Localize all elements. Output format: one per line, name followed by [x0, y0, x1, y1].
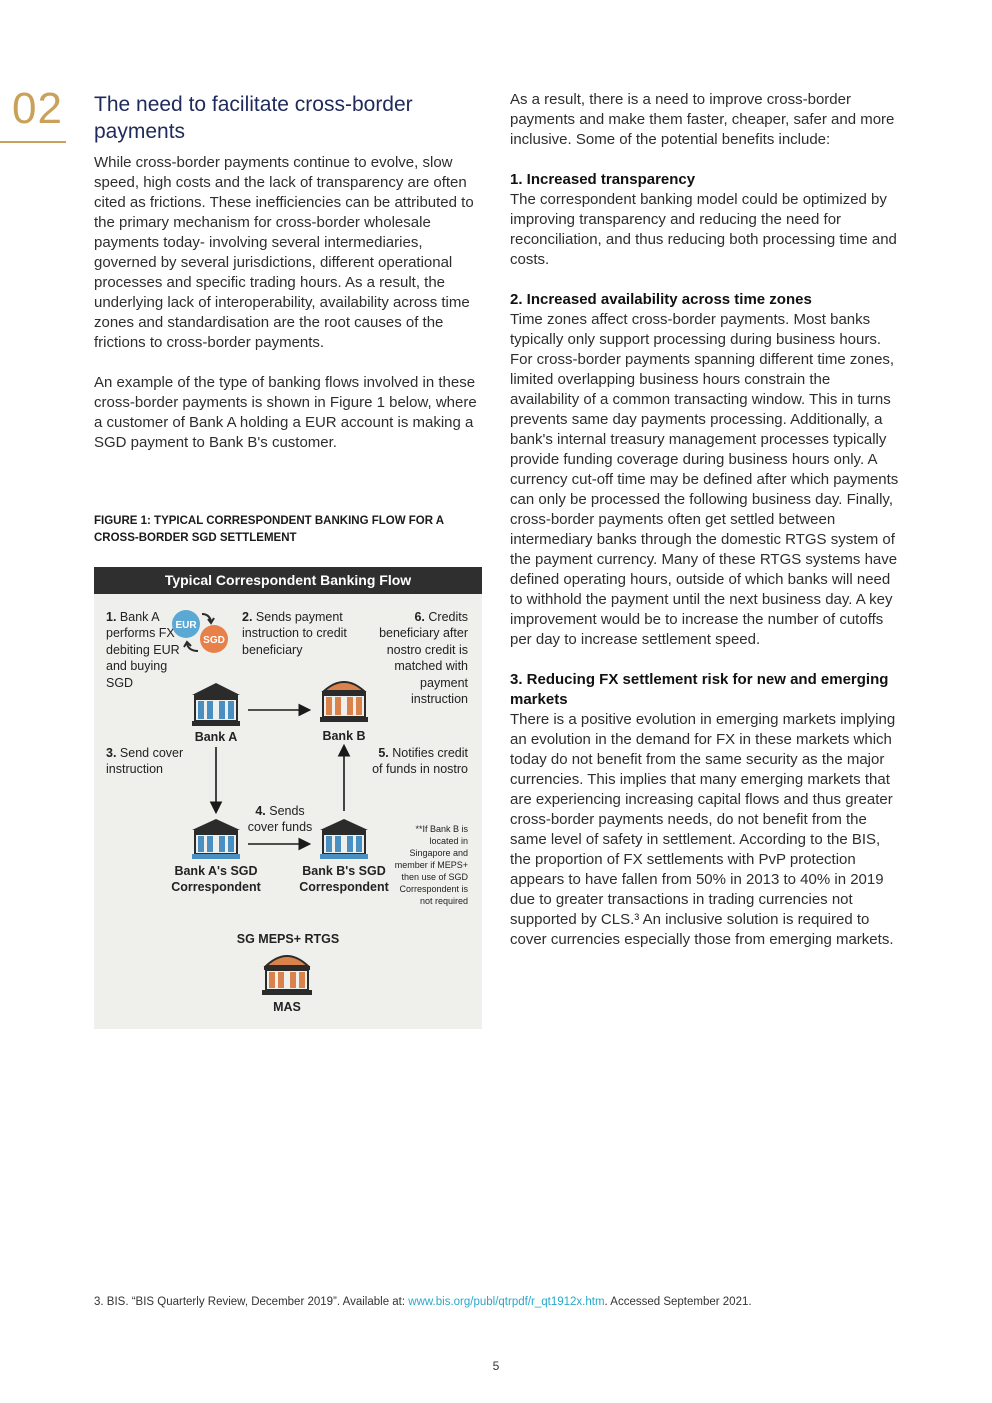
step-4-text: Sends cover funds [247, 804, 313, 835]
benefit-body: Time zones affect cross-border payments. Most banks typically only support processing during business hours. For cross-border payments spanning different time zones, limited overlapping business hours constrain the availability of a common transacting window. This in turns prevents same day payments processing. Additionally, a bank's internal treasury management processes typically provide funding coverage during business hours only. A currency cut-off time may be defined after which payments can only be processed the following business day. Finally, cross-border payments often get settled between intermediary banks through the domestic RTGS system of the payment currency. Many of these RTGS systems have defined operating hours, outside of which banks will need to withhold the payment until the next business day. A key improvement would be to increase the number of cutoffs per day to increase settlement speed. [510, 311, 899, 648]
step-2-text: Sends payment instruction to credit beneficiary [242, 610, 347, 657]
benefit-heading: 3. Reducing FX settlement risk for new and emerging markets [510, 671, 889, 708]
mas-building-icon [260, 949, 314, 997]
step-4-label [240, 803, 320, 836]
footnote-link[interactable]: www.bis.org/publ/qtrpdf/r_qt1912x.htm [408, 1296, 605, 1308]
mas-label: MAS [273, 1000, 301, 1014]
eur-label: EUR [175, 620, 197, 631]
rtgs-label: SG MEPS+ RTGS [236, 932, 340, 946]
page-number: 5 [492, 1359, 500, 1373]
step-1-number: 1. [106, 610, 117, 624]
footnote-text: 3. BIS. “BIS Quarterly Review, December 2019”. Available at: [94, 1296, 409, 1308]
correspondent-a-building-icon [190, 817, 242, 861]
correspondent-b-building-icon [318, 817, 370, 861]
paragraph: An example of the type of banking flows involved in these cross-border payments is shown in Figure 1 below, where a customer of Bank A holding a EUR account is making a SGD payment to Bank B's customer. [94, 374, 477, 451]
step-3-label [106, 745, 206, 778]
step-5-text: Notifies credit of funds in nostro [372, 746, 468, 777]
figure-correspondent-banking-flow [94, 567, 482, 1029]
step-6-number: 6. [414, 610, 425, 624]
step-5-number: 5. [378, 746, 389, 760]
step-5-label [368, 745, 468, 778]
section-rule [0, 141, 66, 143]
step-6-text: Credits beneficiary after nostro credit is matched with payment instruction [379, 610, 468, 707]
correspondent-b-label: Bank B's SGD Correspondent [299, 864, 389, 895]
figure-caption: FIGURE 1: TYPICAL CORRESPONDENT BANKING FLOW FOR A CROSS-BORDER SGD SETTLEMENT [94, 515, 444, 544]
step-3-text: Send cover instruction [106, 746, 184, 777]
bank-b-label: Bank B [322, 729, 366, 743]
benefit-heading: 2. Increased availability across time zones [510, 291, 812, 308]
sgd-label: SGD [203, 635, 225, 646]
left-column [94, 153, 478, 473]
step-2-number: 2. [242, 610, 253, 624]
right-column [510, 90, 902, 970]
footnote [94, 1296, 752, 1308]
footnote-suffix: . Accessed September 2021. [604, 1296, 752, 1308]
benefit-body: There is a positive evolution in emerging markets implying an evolution in the demand for FX in these markets which today do not benefit from the same security as the major currencies. This implies that many emerging markets that are experiencing increasing capital flows and thus greater cross-border payments needs, do not benefit from the same level of safety in settlement. According to the BIS, the proportion of FX settlements with PvP protection appears to have fallen from 50% in 2013 to 40% in 2019 due to greater transactions in trading currencies not supported by CLS.³ An inclusive solution is required to cover currencies especially those from emerging markets. [510, 711, 896, 948]
paragraph: While cross-border payments continue to evolve, slow speed, high costs and the lack of transparency are often cited as frictions. These inefficiencies can be attributed to the primary mechanism for cross-border wholesale payments today- involving several intermediaries, governed by several jurisdictions, different operational processes and specific trading hours. As a result, the underlying lack of interoperability, availability across time zones and standardisation are the root causes of the frictions to cross-border payments. [94, 154, 474, 351]
benefit-body: The correspondent banking model could be optimized by improving transparency and reducing the need for reconciliation, and thus reducing both processing time and costs. [510, 191, 897, 268]
section-title: The need to facilitate cross-border payments [94, 93, 413, 143]
section-number: 02 [12, 84, 63, 133]
intro-paragraph: As a result, there is a need to improve cross-border payments and make them faster, cheaper, safer and more inclusive. Some of the potential benefits include: [510, 91, 895, 148]
step-4-number: 4. [255, 804, 266, 818]
step-3-number: 3. [106, 746, 117, 760]
bank-a-label: Bank A [194, 730, 238, 744]
figure-title: Typical Correspondent Banking Flow [94, 567, 482, 594]
benefit-heading: 1. Increased transparency [510, 171, 696, 188]
figure-note: **If Bank B is located in Singapore and member if MEPS+ then use of SGD Correspondent is not required [394, 824, 468, 906]
step-1-text: Bank A performs FX debiting EUR and buying SGD [106, 610, 180, 690]
correspondent-a-label: Bank A's SGD Correspondent [171, 864, 261, 895]
